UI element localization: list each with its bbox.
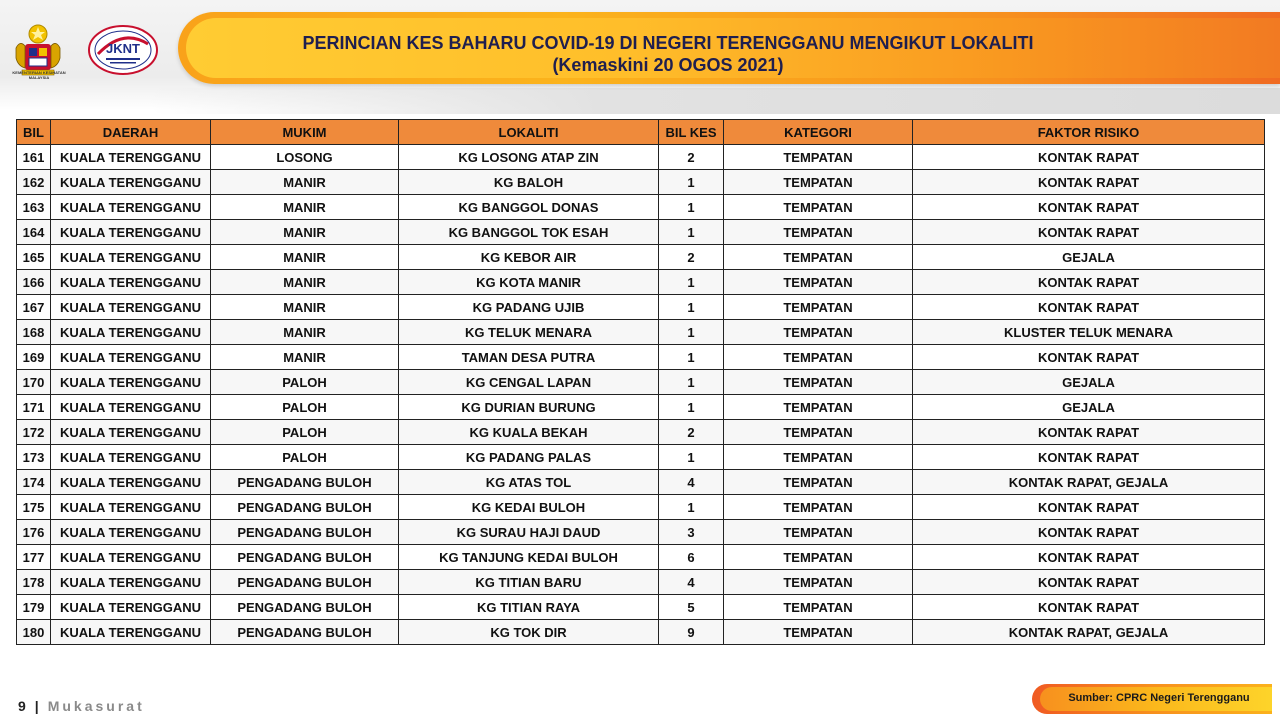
- table-cell-bil: 176: [17, 520, 51, 545]
- table-cell-lokaliti: TAMAN DESA PUTRA: [399, 345, 659, 370]
- table-cell-daerah: KUALA TERENGGANU: [51, 570, 211, 595]
- table-cell-mukim: MANIR: [211, 320, 399, 345]
- table-cell-mukim: MANIR: [211, 345, 399, 370]
- table-cell-mukim: PENGADANG BULOH: [211, 545, 399, 570]
- table-row: [17, 320, 1265, 345]
- table-cell-kategori: TEMPATAN: [724, 470, 913, 495]
- table-cell-kategori: TEMPATAN: [724, 620, 913, 645]
- table-cell-bil: 162: [17, 170, 51, 195]
- table-cell-lokaliti: KG BANGGOL TOK ESAH: [399, 220, 659, 245]
- column-header-daerah: DAERAH: [51, 120, 211, 145]
- table-cell-kategori: TEMPATAN: [724, 420, 913, 445]
- table-cell-bil-kes: 4: [659, 570, 724, 595]
- table-row: [17, 595, 1265, 620]
- table-cell-lokaliti: KG TITIAN BARU: [399, 570, 659, 595]
- table-row: [17, 220, 1265, 245]
- table-cell-bil-kes: 4: [659, 470, 724, 495]
- table-cell-bil: 173: [17, 445, 51, 470]
- table-cell-mukim: MANIR: [211, 195, 399, 220]
- column-header-kategori: KATEGORI: [724, 120, 913, 145]
- table-row: [17, 445, 1265, 470]
- table-row: [17, 520, 1265, 545]
- table-cell-daerah: KUALA TERENGGANU: [51, 170, 211, 195]
- table-cell-daerah: KUALA TERENGGANU: [51, 370, 211, 395]
- table-cell-faktor-risiko: KONTAK RAPAT: [913, 520, 1265, 545]
- page-footer: [18, 698, 145, 714]
- table-cell-bil: 174: [17, 470, 51, 495]
- table-row: [17, 170, 1265, 195]
- table-cell-daerah: KUALA TERENGGANU: [51, 270, 211, 295]
- jknt-logo: [86, 24, 160, 76]
- table-cell-bil: 175: [17, 495, 51, 520]
- title-line-2: (Kemaskini 20 OGOS 2021): [552, 55, 784, 75]
- table-cell-lokaliti: KG BALOH: [399, 170, 659, 195]
- table-cell-daerah: KUALA TERENGGANU: [51, 295, 211, 320]
- table-cell-mukim: PALOH: [211, 445, 399, 470]
- table-cell-faktor-risiko: GEJALA: [913, 370, 1265, 395]
- table-row: [17, 395, 1265, 420]
- table-row: [17, 145, 1265, 170]
- table-cell-lokaliti: KG KUALA BEKAH: [399, 420, 659, 445]
- table-row: [17, 570, 1265, 595]
- table-cell-daerah: KUALA TERENGGANU: [51, 395, 211, 420]
- table-cell-bil-kes: 9: [659, 620, 724, 645]
- table-cell-faktor-risiko: KONTAK RAPAT: [913, 170, 1265, 195]
- table-cell-mukim: PENGADANG BULOH: [211, 470, 399, 495]
- table-cell-kategori: TEMPATAN: [724, 570, 913, 595]
- table-cell-bil: 177: [17, 545, 51, 570]
- table-cell-bil-kes: 1: [659, 220, 724, 245]
- table-cell-mukim: MANIR: [211, 170, 399, 195]
- table-cell-lokaliti: KG KEBOR AIR: [399, 245, 659, 270]
- table-cell-faktor-risiko: KONTAK RAPAT: [913, 270, 1265, 295]
- table-header-row: [17, 120, 1265, 145]
- column-header-bil-kes: BIL KES: [659, 120, 724, 145]
- table-cell-faktor-risiko: KONTAK RAPAT, GEJALA: [913, 620, 1265, 645]
- table-cell-daerah: KUALA TERENGGANU: [51, 470, 211, 495]
- source-label: Sumber: CPRC Negeri Terengganu: [1068, 692, 1250, 704]
- table-cell-lokaliti: KG TANJUNG KEDAI BULOH: [399, 545, 659, 570]
- table-cell-bil: 168: [17, 320, 51, 345]
- table-cell-lokaliti: KG PADANG UJIB: [399, 295, 659, 320]
- table-cell-bil-kes: 3: [659, 520, 724, 545]
- table-cell-bil-kes: 2: [659, 420, 724, 445]
- page-title: [168, 32, 1168, 76]
- table-row: [17, 420, 1265, 445]
- table-cell-bil: 169: [17, 345, 51, 370]
- header-swoosh: [150, 88, 1280, 114]
- table-cell-lokaliti: KG DURIAN BURUNG: [399, 395, 659, 420]
- table-cell-bil: 180: [17, 620, 51, 645]
- table-cell-mukim: PALOH: [211, 370, 399, 395]
- table-cell-daerah: KUALA TERENGGANU: [51, 220, 211, 245]
- table-row: [17, 370, 1265, 395]
- table-cell-bil-kes: 1: [659, 345, 724, 370]
- table-cell-bil-kes: 1: [659, 320, 724, 345]
- table-row: [17, 295, 1265, 320]
- table-cell-faktor-risiko: KLUSTER TELUK MENARA: [913, 320, 1265, 345]
- page-number: 9: [18, 698, 27, 714]
- table-cell-kategori: TEMPATAN: [724, 495, 913, 520]
- table-cell-kategori: TEMPATAN: [724, 220, 913, 245]
- footer-separator: |: [34, 698, 40, 714]
- table-cell-faktor-risiko: GEJALA: [913, 395, 1265, 420]
- table-cell-faktor-risiko: KONTAK RAPAT: [913, 495, 1265, 520]
- table-cell-kategori: TEMPATAN: [724, 595, 913, 620]
- table-cell-lokaliti: KG TOK DIR: [399, 620, 659, 645]
- table-cell-kategori: TEMPATAN: [724, 445, 913, 470]
- table-cell-mukim: LOSONG: [211, 145, 399, 170]
- table-cell-faktor-risiko: KONTAK RAPAT: [913, 345, 1265, 370]
- table-cell-faktor-risiko: KONTAK RAPAT: [913, 195, 1265, 220]
- table-cell-faktor-risiko: KONTAK RAPAT: [913, 595, 1265, 620]
- table-cell-bil: 165: [17, 245, 51, 270]
- table-cell-bil: 170: [17, 370, 51, 395]
- table-cell-bil-kes: 1: [659, 295, 724, 320]
- table-cell-mukim: PENGADANG BULOH: [211, 620, 399, 645]
- table-cell-faktor-risiko: KONTAK RAPAT: [913, 220, 1265, 245]
- table-cell-daerah: KUALA TERENGGANU: [51, 620, 211, 645]
- table-row: [17, 345, 1265, 370]
- table-cell-mukim: MANIR: [211, 295, 399, 320]
- table-cell-bil: 178: [17, 570, 51, 595]
- table-cell-kategori: TEMPATAN: [724, 320, 913, 345]
- table-cell-lokaliti: KG TITIAN RAYA: [399, 595, 659, 620]
- table-cell-bil: 167: [17, 295, 51, 320]
- table-cell-mukim: MANIR: [211, 245, 399, 270]
- table-cell-bil-kes: 1: [659, 370, 724, 395]
- table-cell-mukim: PENGADANG BULOH: [211, 595, 399, 620]
- table-cell-bil-kes: 1: [659, 395, 724, 420]
- column-header-lokaliti: LOKALITI: [399, 120, 659, 145]
- table-cell-kategori: TEMPATAN: [724, 520, 913, 545]
- table-cell-lokaliti: KG KEDAI BULOH: [399, 495, 659, 520]
- column-header-bil: BIL: [17, 120, 51, 145]
- table-cell-faktor-risiko: KONTAK RAPAT, GEJALA: [913, 470, 1265, 495]
- table-cell-kategori: TEMPATAN: [724, 195, 913, 220]
- title-line-1: PERINCIAN KES BAHARU COVID-19 DI NEGERI TERENGGANU MENGIKUT LOKALITI: [302, 33, 1034, 53]
- table-cell-daerah: KUALA TERENGGANU: [51, 445, 211, 470]
- table-cell-mukim: MANIR: [211, 220, 399, 245]
- table-cell-bil: 179: [17, 595, 51, 620]
- table-cell-lokaliti: KG CENGAL LAPAN: [399, 370, 659, 395]
- table-cell-daerah: KUALA TERENGGANU: [51, 195, 211, 220]
- table-cell-kategori: TEMPATAN: [724, 295, 913, 320]
- table-cell-faktor-risiko: KONTAK RAPAT: [913, 570, 1265, 595]
- page-label: Mukasurat: [47, 698, 145, 714]
- table-cell-kategori: TEMPATAN: [724, 545, 913, 570]
- table-row: [17, 620, 1265, 645]
- table-cell-faktor-risiko: KONTAK RAPAT: [913, 420, 1265, 445]
- table-cell-lokaliti: KG PADANG PALAS: [399, 445, 659, 470]
- kkm-caption: KEMENTERIAN KESIHATAN MALAYSIA: [12, 70, 66, 80]
- table-cell-kategori: TEMPATAN: [724, 245, 913, 270]
- table-cell-kategori: TEMPATAN: [724, 345, 913, 370]
- table-cell-bil-kes: 1: [659, 195, 724, 220]
- table-row: [17, 545, 1265, 570]
- table-cell-lokaliti: KG LOSONG ATAP ZIN: [399, 145, 659, 170]
- table-cell-faktor-risiko: KONTAK RAPAT: [913, 545, 1265, 570]
- table-cell-bil: 172: [17, 420, 51, 445]
- table-row: [17, 195, 1265, 220]
- table-cell-faktor-risiko: KONTAK RAPAT: [913, 295, 1265, 320]
- table-cell-bil: 164: [17, 220, 51, 245]
- table-cell-lokaliti: KG BANGGOL DONAS: [399, 195, 659, 220]
- table-cell-lokaliti: KG ATAS TOL: [399, 470, 659, 495]
- table-cell-daerah: KUALA TERENGGANU: [51, 545, 211, 570]
- table-cell-mukim: PENGADANG BULOH: [211, 520, 399, 545]
- table-cell-daerah: KUALA TERENGGANU: [51, 245, 211, 270]
- table-cell-mukim: MANIR: [211, 270, 399, 295]
- table-cell-bil: 161: [17, 145, 51, 170]
- table-cell-bil-kes: 1: [659, 495, 724, 520]
- column-header-mukim: MUKIM: [211, 120, 399, 145]
- lokaliti-table: [16, 119, 1265, 645]
- table-cell-mukim: PENGADANG BULOH: [211, 570, 399, 595]
- table-row: [17, 470, 1265, 495]
- table-cell-bil-kes: 5: [659, 595, 724, 620]
- table-cell-lokaliti: KG SURAU HAJI DAUD: [399, 520, 659, 545]
- table-cell-kategori: TEMPATAN: [724, 170, 913, 195]
- table-cell-daerah: KUALA TERENGGANU: [51, 320, 211, 345]
- column-header-faktor-risiko: FAKTOR RISIKO: [913, 120, 1265, 145]
- table-cell-lokaliti: KG TELUK MENARA: [399, 320, 659, 345]
- table-cell-kategori: TEMPATAN: [724, 370, 913, 395]
- table-row: [17, 495, 1265, 520]
- table-cell-bil-kes: 1: [659, 445, 724, 470]
- table-cell-faktor-risiko: KONTAK RAPAT: [913, 145, 1265, 170]
- table-cell-kategori: TEMPATAN: [724, 145, 913, 170]
- jknt-logo-text: JKNT: [106, 41, 140, 56]
- table-cell-daerah: KUALA TERENGGANU: [51, 420, 211, 445]
- table-cell-bil: 166: [17, 270, 51, 295]
- table-cell-mukim: PALOH: [211, 395, 399, 420]
- table-cell-bil: 163: [17, 195, 51, 220]
- table-cell-daerah: KUALA TERENGGANU: [51, 495, 211, 520]
- table-cell-bil-kes: 1: [659, 170, 724, 195]
- table-body: [17, 145, 1265, 645]
- table-row: [17, 245, 1265, 270]
- table-cell-bil-kes: 1: [659, 270, 724, 295]
- table-cell-daerah: KUALA TERENGGANU: [51, 345, 211, 370]
- table-cell-bil: 171: [17, 395, 51, 420]
- table-cell-mukim: PALOH: [211, 420, 399, 445]
- table-cell-daerah: KUALA TERENGGANU: [51, 145, 211, 170]
- table-cell-faktor-risiko: KONTAK RAPAT: [913, 445, 1265, 470]
- table-cell-bil-kes: 6: [659, 545, 724, 570]
- table-cell-daerah: KUALA TERENGGANU: [51, 595, 211, 620]
- table-row: [17, 270, 1265, 295]
- table-cell-bil-kes: 2: [659, 245, 724, 270]
- table-cell-bil-kes: 2: [659, 145, 724, 170]
- table-cell-faktor-risiko: GEJALA: [913, 245, 1265, 270]
- table-cell-kategori: TEMPATAN: [724, 395, 913, 420]
- table-cell-kategori: TEMPATAN: [724, 270, 913, 295]
- table-cell-daerah: KUALA TERENGGANU: [51, 520, 211, 545]
- table-cell-lokaliti: KG KOTA MANIR: [399, 270, 659, 295]
- table-cell-mukim: PENGADANG BULOH: [211, 495, 399, 520]
